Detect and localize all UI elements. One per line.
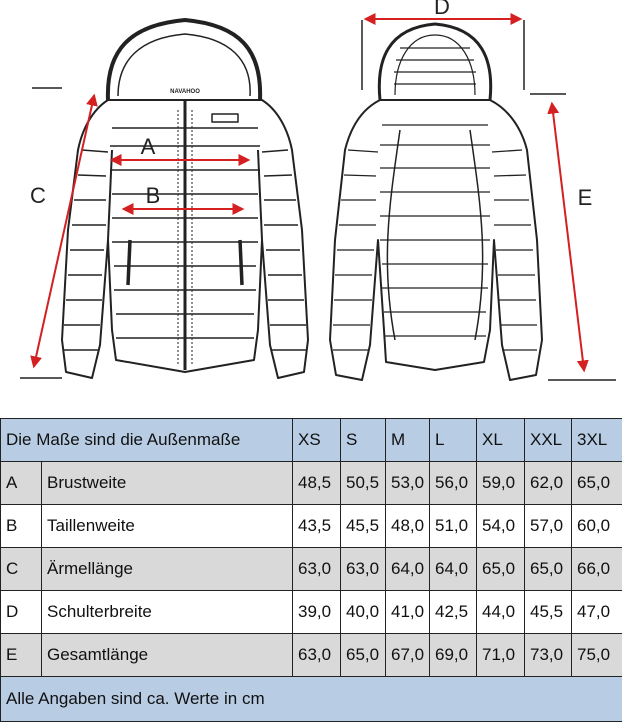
cell-value: 64,0: [386, 548, 430, 591]
cell-value: 56,0: [430, 462, 477, 505]
row-code: E: [1, 634, 42, 677]
row-code: C: [1, 548, 42, 591]
cell-value: 62,0: [525, 462, 572, 505]
cell-value: 39,0: [293, 591, 341, 634]
table-row: [1, 505, 622, 548]
size-l: L: [430, 419, 477, 462]
cell-value: 44,0: [477, 591, 525, 634]
table-footer-row: [1, 677, 622, 722]
cell-value: 59,0: [477, 462, 525, 505]
cell-value: 75,0: [572, 634, 622, 677]
cell-value: 41,0: [386, 591, 430, 634]
cell-value: 66,0: [572, 548, 622, 591]
cell-value: 63,0: [293, 634, 341, 677]
size-xl: XL: [477, 419, 525, 462]
cell-value: 65,0: [341, 634, 386, 677]
table-title: Die Maße sind die Außenmaße: [1, 419, 293, 462]
cell-value: 48,5: [293, 462, 341, 505]
measure-b-label: B: [146, 183, 161, 208]
row-name: Taillenweite: [42, 505, 293, 548]
cell-value: 65,0: [525, 548, 572, 591]
table-footer-note: Alle Angaben sind ca. Werte in cm: [1, 677, 622, 722]
row-name: Ärmellänge: [42, 548, 293, 591]
cell-value: 71,0: [477, 634, 525, 677]
row-name: Gesamtlänge: [42, 634, 293, 677]
measure-a-label: A: [141, 134, 156, 159]
table-row: [1, 548, 622, 591]
measure-c-label: C: [30, 183, 46, 208]
front-jacket-drawing: [62, 20, 308, 378]
cell-value: 47,0: [572, 591, 622, 634]
cell-value: 64,0: [430, 548, 477, 591]
cell-value: 69,0: [430, 634, 477, 677]
size-table: [0, 418, 622, 722]
cell-value: 51,0: [430, 505, 477, 548]
cell-value: 67,0: [386, 634, 430, 677]
measure-e-label: E: [578, 185, 593, 210]
size-s: S: [341, 419, 386, 462]
front-brand-logo: NAVAHOO: [170, 89, 200, 95]
cell-value: 53,0: [386, 462, 430, 505]
size-xxl: XXL: [525, 419, 572, 462]
table-row: [1, 634, 622, 677]
table-header-row: [1, 419, 622, 462]
size-3xl: 3XL: [572, 419, 622, 462]
table-row: [1, 591, 622, 634]
cell-value: 54,0: [477, 505, 525, 548]
cell-value: 45,5: [525, 591, 572, 634]
cell-value: 45,5: [341, 505, 386, 548]
size-xs: XS: [293, 419, 341, 462]
table-row: [1, 462, 622, 505]
measure-d-label: D: [434, 0, 450, 19]
row-name: Schulterbreite: [42, 591, 293, 634]
row-code: A: [1, 462, 42, 505]
cell-value: 40,0: [341, 591, 386, 634]
cell-value: 48,0: [386, 505, 430, 548]
cell-value: 60,0: [572, 505, 622, 548]
measure-e-arrow: [530, 94, 616, 380]
row-name: Brustweite: [42, 462, 293, 505]
cell-value: 57,0: [525, 505, 572, 548]
cell-value: 42,5: [430, 591, 477, 634]
cell-value: 65,0: [477, 548, 525, 591]
cell-value: 63,0: [341, 548, 386, 591]
row-code: D: [1, 591, 42, 634]
cell-value: 65,0: [572, 462, 622, 505]
row-code: B: [1, 505, 42, 548]
cell-value: 43,5: [293, 505, 341, 548]
cell-value: 63,0: [293, 548, 341, 591]
cell-value: 50,5: [341, 462, 386, 505]
cell-value: 73,0: [525, 634, 572, 677]
size-m: M: [386, 419, 430, 462]
